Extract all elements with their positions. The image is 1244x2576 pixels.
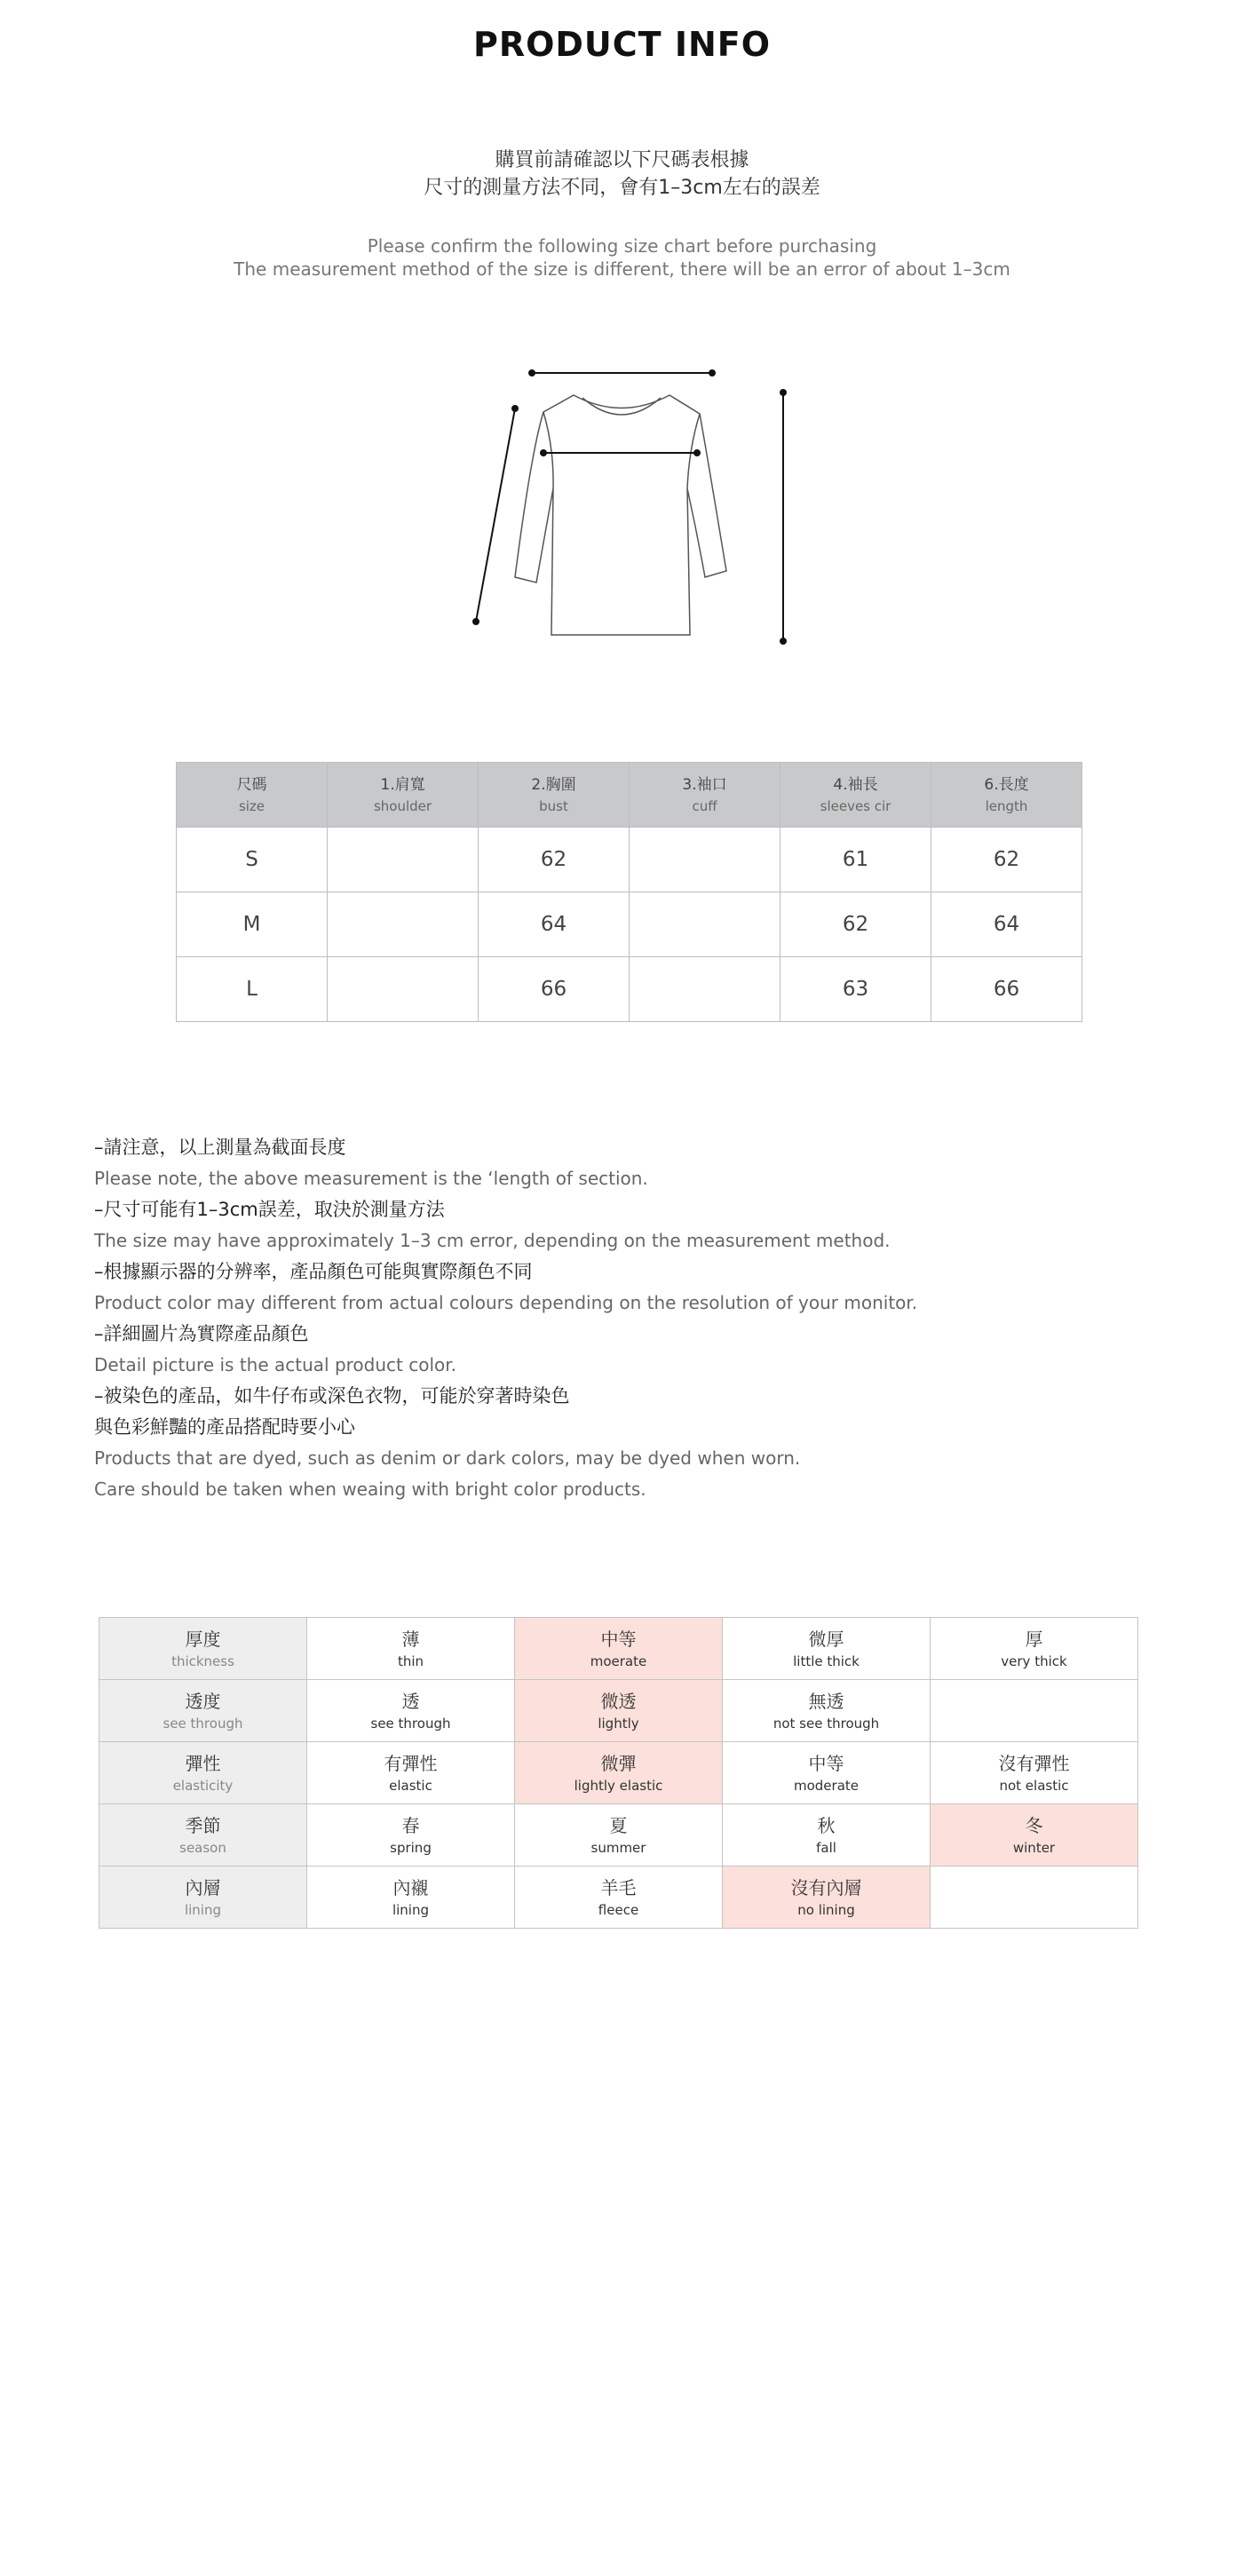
note-line: –被染色的產品，如牛仔布或深色衣物，可能於穿著時染色 (94, 1385, 570, 1407)
attr-row-see-through (99, 1680, 1138, 1742)
note-line: Products that are dyed, such as denim or dark colors, may be dyed when worn. (94, 1447, 801, 1469)
intro-zh-line-2: 尺寸的測量方法不同，會有1–3cm左右的誤差 (424, 177, 820, 199)
attr-option-selected: 微彈 lightly elastic (515, 1742, 723, 1804)
note-line: –尺寸可能有1–3cm誤差，取決於測量方法 (94, 1199, 445, 1220)
attr-row-thickness (99, 1618, 1138, 1680)
attr-row-season (99, 1804, 1138, 1867)
attr-row-elasticity (99, 1742, 1138, 1804)
attr-option: 有彈性 elastic (307, 1742, 515, 1804)
attr-option-selected: 沒有內層 no lining (723, 1867, 931, 1929)
note-line: 與色彩鮮豔的產品搭配時要小心 (94, 1416, 355, 1438)
size-cell: 64 (479, 892, 630, 957)
size-header-cuff: 3.袖口 cuff (630, 763, 780, 828)
note-line: Care should be taken when weaing with bright color products. (94, 1478, 646, 1500)
attr-option-selected: 中等 moerate (515, 1618, 723, 1680)
attr-option-selected: 微透 lightly (515, 1680, 723, 1742)
size-cell: S (177, 828, 328, 892)
note-line: –請注意，以上測量為截面長度 (94, 1137, 346, 1158)
note-line: The size may have approximately 1–3 cm error, depending on the measurement method. (94, 1230, 891, 1251)
size-row-s (177, 828, 1082, 892)
size-cell: M (177, 892, 328, 957)
size-cell (328, 828, 479, 892)
attr-option: 無透 not see through (723, 1680, 931, 1742)
note-line: –根據顯示器的分辨率，產品顏色可能與實際顏色不同 (94, 1261, 533, 1282)
attr-option: 透 see through (307, 1680, 515, 1742)
note-line: Product color may different from actual colours depending on the resolution of your monitor. (94, 1292, 918, 1313)
attr-option: 內襯 lining (307, 1867, 515, 1929)
intro-en-line-1: Please confirm the following size chart before purchasing (367, 235, 877, 257)
attr-option: 羊毛 fleece (515, 1867, 723, 1929)
size-row-l (177, 957, 1082, 1022)
size-chart-table (176, 762, 1082, 1022)
size-header-length: 6.長度 length (931, 763, 1082, 828)
attr-label: 厚度 thickness (99, 1618, 307, 1680)
size-header-shoulder: 1.肩寬 shoulder (328, 763, 479, 828)
attr-option (931, 1680, 1138, 1742)
size-cell: 62 (931, 828, 1082, 892)
attr-option: 沒有彈性 not elastic (931, 1742, 1138, 1804)
garment-measurement-diagram (444, 355, 799, 675)
size-cell (630, 892, 780, 957)
page-title: PRODUCT INFO (472, 25, 772, 64)
attr-row-lining (99, 1867, 1138, 1929)
attr-option: 夏 summer (515, 1804, 723, 1867)
intro-en-line-2: The measurement method of the size is different, there will be an error of about 1–3cm (234, 258, 1010, 280)
care-notes (94, 1132, 1160, 1505)
size-cell: 66 (931, 957, 1082, 1022)
size-cell (630, 828, 780, 892)
size-cell: 61 (780, 828, 931, 892)
intro-zh-line-1: 購買前請確認以下尺碼表根據 (495, 149, 749, 171)
size-cell: 64 (931, 892, 1082, 957)
attr-option (931, 1867, 1138, 1929)
note-line: Detail picture is the actual product color. (94, 1354, 456, 1375)
fabric-attributes-table (99, 1617, 1138, 1929)
size-header-bust: 2.胸圍 bust (479, 763, 630, 828)
size-cell: L (177, 957, 328, 1022)
size-cell (328, 957, 479, 1022)
attr-option-selected: 冬 winter (931, 1804, 1138, 1867)
size-cell (630, 957, 780, 1022)
attr-option: 厚 very thick (931, 1618, 1138, 1680)
size-header-sleeves: 4.袖長 sleeves cir (780, 763, 931, 828)
note-line: Please note, the above measurement is the ‘length of section. (94, 1168, 648, 1189)
size-cell: 66 (479, 957, 630, 1022)
size-row-m (177, 892, 1082, 957)
attr-option: 中等 moderate (723, 1742, 931, 1804)
size-cell: 62 (479, 828, 630, 892)
attr-option: 微厚 little thick (723, 1618, 931, 1680)
attr-option: 薄 thin (307, 1618, 515, 1680)
attr-option: 秋 fall (723, 1804, 931, 1867)
attr-option: 春 spring (307, 1804, 515, 1867)
size-header-size: 尺碼 size (177, 763, 328, 828)
attr-label: 季節 season (99, 1804, 307, 1867)
attr-label: 內層 lining (99, 1867, 307, 1929)
size-cell (328, 892, 479, 957)
attr-label: 彈性 elasticity (99, 1742, 307, 1804)
attr-label: 透度 see through (99, 1680, 307, 1742)
size-cell: 63 (780, 957, 931, 1022)
size-cell: 62 (780, 892, 931, 957)
note-line: –詳細圖片為實際產品顏色 (94, 1323, 309, 1344)
